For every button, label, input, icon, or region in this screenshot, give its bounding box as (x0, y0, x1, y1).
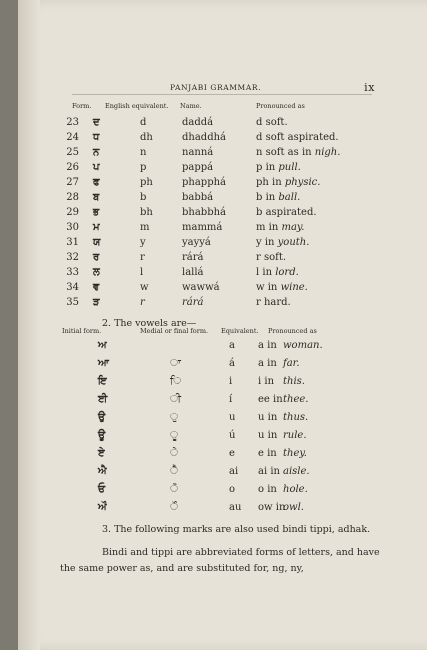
medial-form: ੌ (170, 502, 178, 513)
vowel-row (0, 394, 427, 409)
english-equivalent: m (140, 222, 150, 233)
gurmukhi-letter: ਪ (93, 162, 100, 173)
pronounced-as: a in (258, 358, 277, 369)
example-word: youth. (277, 237, 310, 248)
letter-name: rárá (182, 297, 204, 308)
col-head-pron: Pronounced as (256, 102, 305, 110)
letter-name: wawwá (182, 282, 220, 293)
equivalent: i (229, 376, 233, 387)
consonant-row (0, 267, 427, 282)
initial-form: ਅ (98, 340, 107, 351)
pronunciation (256, 237, 309, 248)
vowel-row (0, 484, 427, 499)
col-head-equivalent: Equivalent. (221, 327, 259, 335)
english-equivalent: r (140, 297, 145, 308)
gurmukhi-letter: ਫ (93, 177, 100, 188)
gurmukhi-letter: ਯ (93, 237, 101, 248)
equivalent: a (229, 340, 235, 351)
page-number: ix (364, 81, 375, 94)
vowel-row (0, 502, 427, 517)
letter-name: lallá (182, 267, 204, 278)
col-head-initial: Initial form. (62, 327, 102, 335)
letter-name: pappá (182, 162, 214, 173)
pronounced-as: i in (258, 376, 275, 387)
pronunciation-text: n soft as in (256, 147, 315, 158)
english-equivalent: l (140, 267, 144, 278)
col-head-pronounced: Pronounced as (268, 327, 317, 335)
pronounced-as: u in (258, 430, 278, 441)
example-word: rule. (283, 430, 307, 441)
initial-form: ਐ (98, 466, 107, 477)
row-number: 24 (66, 132, 79, 143)
medial-form: ੀ (170, 394, 182, 405)
letter-name: dhaddhá (182, 132, 227, 143)
pronunciation-text: ph in (256, 177, 285, 188)
pronunciation (256, 282, 308, 293)
col-head-form: Form. (72, 102, 92, 110)
paragraph-marks: 3. The following marks are also used bindi tippi, adhak. (102, 524, 371, 535)
consonant-row (0, 177, 427, 192)
example-word: owl. (283, 502, 304, 513)
consonant-row (0, 207, 427, 222)
consonant-row (0, 162, 427, 177)
pronunciation-text: p in (256, 162, 279, 173)
example-word: hole. (283, 484, 308, 495)
letter-name: nanná (182, 147, 214, 158)
english-equivalent: ph (140, 177, 153, 188)
example-word: nigh. (314, 147, 341, 158)
pronunciation (256, 162, 301, 173)
pronunciation-text: l in (256, 267, 276, 278)
equivalent: á (229, 358, 235, 369)
consonant-row (0, 222, 427, 237)
pronunciation: r soft. (256, 252, 287, 263)
pronounced-as: o in (258, 484, 277, 495)
pronunciation (256, 177, 320, 188)
pronunciation: d soft aspirated. (256, 132, 339, 143)
english-equivalent: y (140, 237, 146, 248)
header-title: PANJABI GRAMMAR. (170, 83, 262, 92)
gurmukhi-letter: ਦ (93, 117, 100, 128)
equivalent: ú (229, 430, 236, 441)
medial-form: ਿ (170, 376, 182, 387)
pronunciation (256, 267, 299, 278)
row-number: 27 (66, 177, 79, 188)
pronunciation-text: m in (256, 222, 282, 233)
col-head-english: English equivalent. (105, 102, 169, 110)
header-rule (72, 94, 372, 95)
vowel-row (0, 376, 427, 391)
equivalent: au (229, 502, 242, 513)
example-word: woman. (283, 340, 323, 351)
gurmukhi-letter: ਰ (93, 252, 100, 263)
english-equivalent: d (140, 117, 147, 128)
gurmukhi-letter: ਮ (93, 222, 100, 233)
vowel-row (0, 448, 427, 463)
pronounced-as: e in (258, 448, 277, 459)
pronounced-as: u in (258, 412, 278, 423)
example-word: wine. (280, 282, 308, 293)
pronounced-as: a in (258, 340, 277, 351)
pronunciation (256, 147, 340, 158)
pronounced-as: ow in (258, 502, 286, 513)
consonant-row (0, 132, 427, 147)
equivalent: o (229, 484, 236, 495)
gurmukhi-letter: ਧ (93, 132, 100, 143)
pronunciation-text: y in (256, 237, 278, 248)
vowel-row (0, 412, 427, 427)
row-number: 29 (66, 207, 79, 218)
gurmukhi-letter: ਨ (93, 147, 100, 158)
vowel-row (0, 466, 427, 481)
letter-name: yayyá (182, 237, 211, 248)
pronunciation-text: b in (256, 192, 279, 203)
english-equivalent: b (140, 192, 147, 203)
consonant-row (0, 192, 427, 207)
row-number: 26 (66, 162, 79, 173)
pronounced-as: ee in (258, 394, 283, 405)
pronunciation: d soft. (256, 117, 288, 128)
equivalent: e (229, 448, 235, 459)
row-number: 32 (66, 252, 79, 263)
initial-form: ਓ (98, 484, 106, 495)
pronounced-as: ai in (258, 466, 280, 477)
initial-form: ਉ (98, 412, 106, 423)
example-word: this. (283, 376, 305, 387)
pronunciation (256, 222, 304, 233)
row-number: 34 (66, 282, 79, 293)
gurmukhi-letter: ਬ (93, 192, 100, 203)
example-word: far. (283, 358, 300, 369)
vowel-row (0, 358, 427, 373)
gurmukhi-letter: ਵ (93, 282, 100, 293)
col-head-name: Name. (180, 102, 202, 110)
initial-form: ਆ (98, 358, 109, 369)
letter-name: mammá (182, 222, 223, 233)
vowel-row (0, 340, 427, 355)
medial-form: ੈ (170, 466, 178, 477)
example-word: pull. (278, 162, 301, 173)
medial-form: ੇ (170, 448, 178, 459)
english-equivalent: n (140, 147, 147, 158)
row-number: 28 (66, 192, 79, 203)
row-number: 23 (66, 117, 79, 128)
medial-form: ੂ (170, 430, 178, 441)
row-number: 33 (66, 267, 79, 278)
row-number: 35 (66, 297, 79, 308)
consonant-row (0, 117, 427, 132)
letter-name: daddá (182, 117, 214, 128)
initial-form: ਊ (98, 430, 106, 441)
pronunciation-text: w in (256, 282, 281, 293)
medial-form: ਾ (170, 358, 181, 369)
english-equivalent: w (140, 282, 149, 293)
consonant-row (0, 252, 427, 267)
pronunciation: b aspirated. (256, 207, 317, 218)
equivalent: ai (229, 466, 239, 477)
equivalent: u (229, 412, 236, 423)
row-number: 31 (66, 237, 79, 248)
initial-form: ਇ (98, 376, 107, 387)
col-head-medial: Medial or final form. (140, 327, 209, 335)
gurmukhi-letter: ਲ (93, 267, 100, 278)
medial-form: ੋ (170, 484, 178, 495)
paragraph-bindi-tippi: Bindi and tippi are abbreviated forms of letters, and have the same power as, and are substituted for, ng, ny, (60, 547, 380, 574)
initial-form: ਔ (98, 502, 107, 513)
example-word: aisle. (283, 466, 310, 477)
vowel-row (0, 430, 427, 445)
letter-name: rárá (182, 252, 204, 263)
medial-form: ੁ (170, 412, 178, 423)
english-equivalent: r (140, 252, 145, 263)
example-word: thus. (283, 412, 309, 423)
gurmukhi-letter: ੜ (93, 297, 100, 308)
letter-name: phapphá (182, 177, 227, 188)
letter-name: bhabbhá (182, 207, 227, 218)
example-word: physic. (284, 177, 321, 188)
english-equivalent: dh (140, 132, 153, 143)
consonant-row (0, 237, 427, 252)
english-equivalent: p (140, 162, 147, 173)
consonant-row (0, 282, 427, 297)
gurmukhi-letter: ਭ (93, 207, 100, 218)
example-word: thee. (283, 394, 309, 405)
example-word: lord. (275, 267, 299, 278)
row-number: 30 (66, 222, 79, 233)
row-number: 25 (66, 147, 79, 158)
initial-form: ਈ (98, 394, 108, 405)
letter-name: babbá (182, 192, 214, 203)
consonant-row (0, 147, 427, 162)
example-word: may. (281, 222, 305, 233)
example-word: they. (283, 448, 307, 459)
english-equivalent: bh (140, 207, 153, 218)
pronunciation: r hard. (256, 297, 291, 308)
page-gutter-shadow (18, 0, 40, 650)
pronunciation (256, 192, 300, 203)
equivalent: í (229, 394, 233, 405)
example-word: ball. (278, 192, 301, 203)
vowels-heading: 2. The vowels are— (102, 318, 197, 329)
initial-form: ਏ (98, 448, 105, 459)
consonant-row (0, 297, 427, 312)
